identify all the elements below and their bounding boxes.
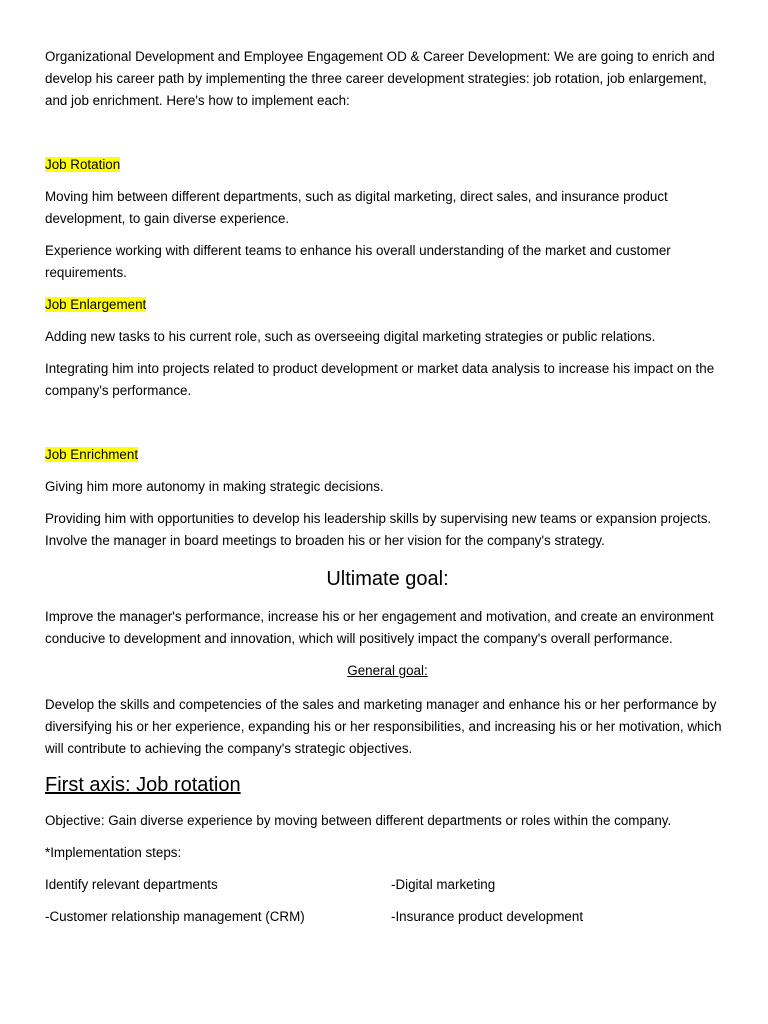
implementation-steps-label: *Implementation steps: — [45, 845, 182, 860]
job-enlargement-heading — [45, 294, 730, 316]
first-axis-title: First axis: Job rotation — [45, 774, 241, 796]
job-rotation-heading-text: Job Rotation — [45, 157, 121, 172]
general-goal-title: General goal: — [347, 663, 428, 678]
steps-row-2 — [45, 906, 730, 928]
job-enrichment-paragraph-2: Providing him with opportunities to develop his leadership skills by supervising new teams or expansion projects. Involve the manager in board meetings to broaden his or her vision for the company's strategy. — [45, 511, 712, 548]
job-enrichment-heading — [45, 444, 730, 466]
job-enrichment-heading-text: Job Enrichment — [45, 447, 139, 462]
job-rotation-paragraph-1: Moving him between different departments, such as digital marketing, direct sales, and insurance product development, to gain diverse experience. — [45, 189, 668, 226]
job-rotation-paragraph-2: Experience working with different teams to enhance his overall understanding of the market and customer requirements. — [45, 243, 671, 280]
steps-row-2-right: -Insurance product development — [391, 909, 584, 924]
first-axis-objective: Objective: Gain diverse experience by moving between different departments or roles within the company. — [45, 813, 672, 828]
ultimate-goal-title: Ultimate goal: — [326, 568, 449, 590]
document-page — [45, 46, 730, 938]
job-enrichment-paragraph-1: Giving him more autonomy in making strategic decisions. — [45, 479, 384, 494]
job-rotation-heading — [45, 154, 730, 176]
ultimate-goal-text: Improve the manager's performance, increase his or her engagement and motivation, and create an environment conducive to development and innovation, which will positively impact the company's overall performance. — [45, 609, 714, 646]
job-enlargement-paragraph-2: Integrating him into projects related to product development or market data analysis to increase his impact on the company's performance. — [45, 361, 715, 398]
job-enlargement-paragraph-1: Adding new tasks to his current role, such as overseeing digital marketing strategies or public relations. — [45, 329, 656, 344]
general-goal-text: Develop the skills and competencies of the sales and marketing manager and enhance his or her performance by diversifying his or her experience, expanding his or her responsibilities, and increasing his or her motivation, which will contribute to achieving the company's strategic objectives. — [45, 697, 722, 756]
job-enlargement-heading-text: Job Enlargement — [45, 297, 147, 312]
steps-row-1 — [45, 874, 730, 896]
steps-row-1-left: Identify relevant departments — [45, 877, 218, 892]
steps-row-1-right: -Digital marketing — [391, 877, 496, 892]
steps-row-2-left: -Customer relationship management (CRM) — [45, 909, 305, 924]
intro-paragraph: Organizational Development and Employee Engagement OD & Career Development: We are going to enrich and develop his career path by implementing the three career development strategies: job rotation, job enlargement, and job enrichment. Here's how to implement each: — [45, 49, 715, 108]
